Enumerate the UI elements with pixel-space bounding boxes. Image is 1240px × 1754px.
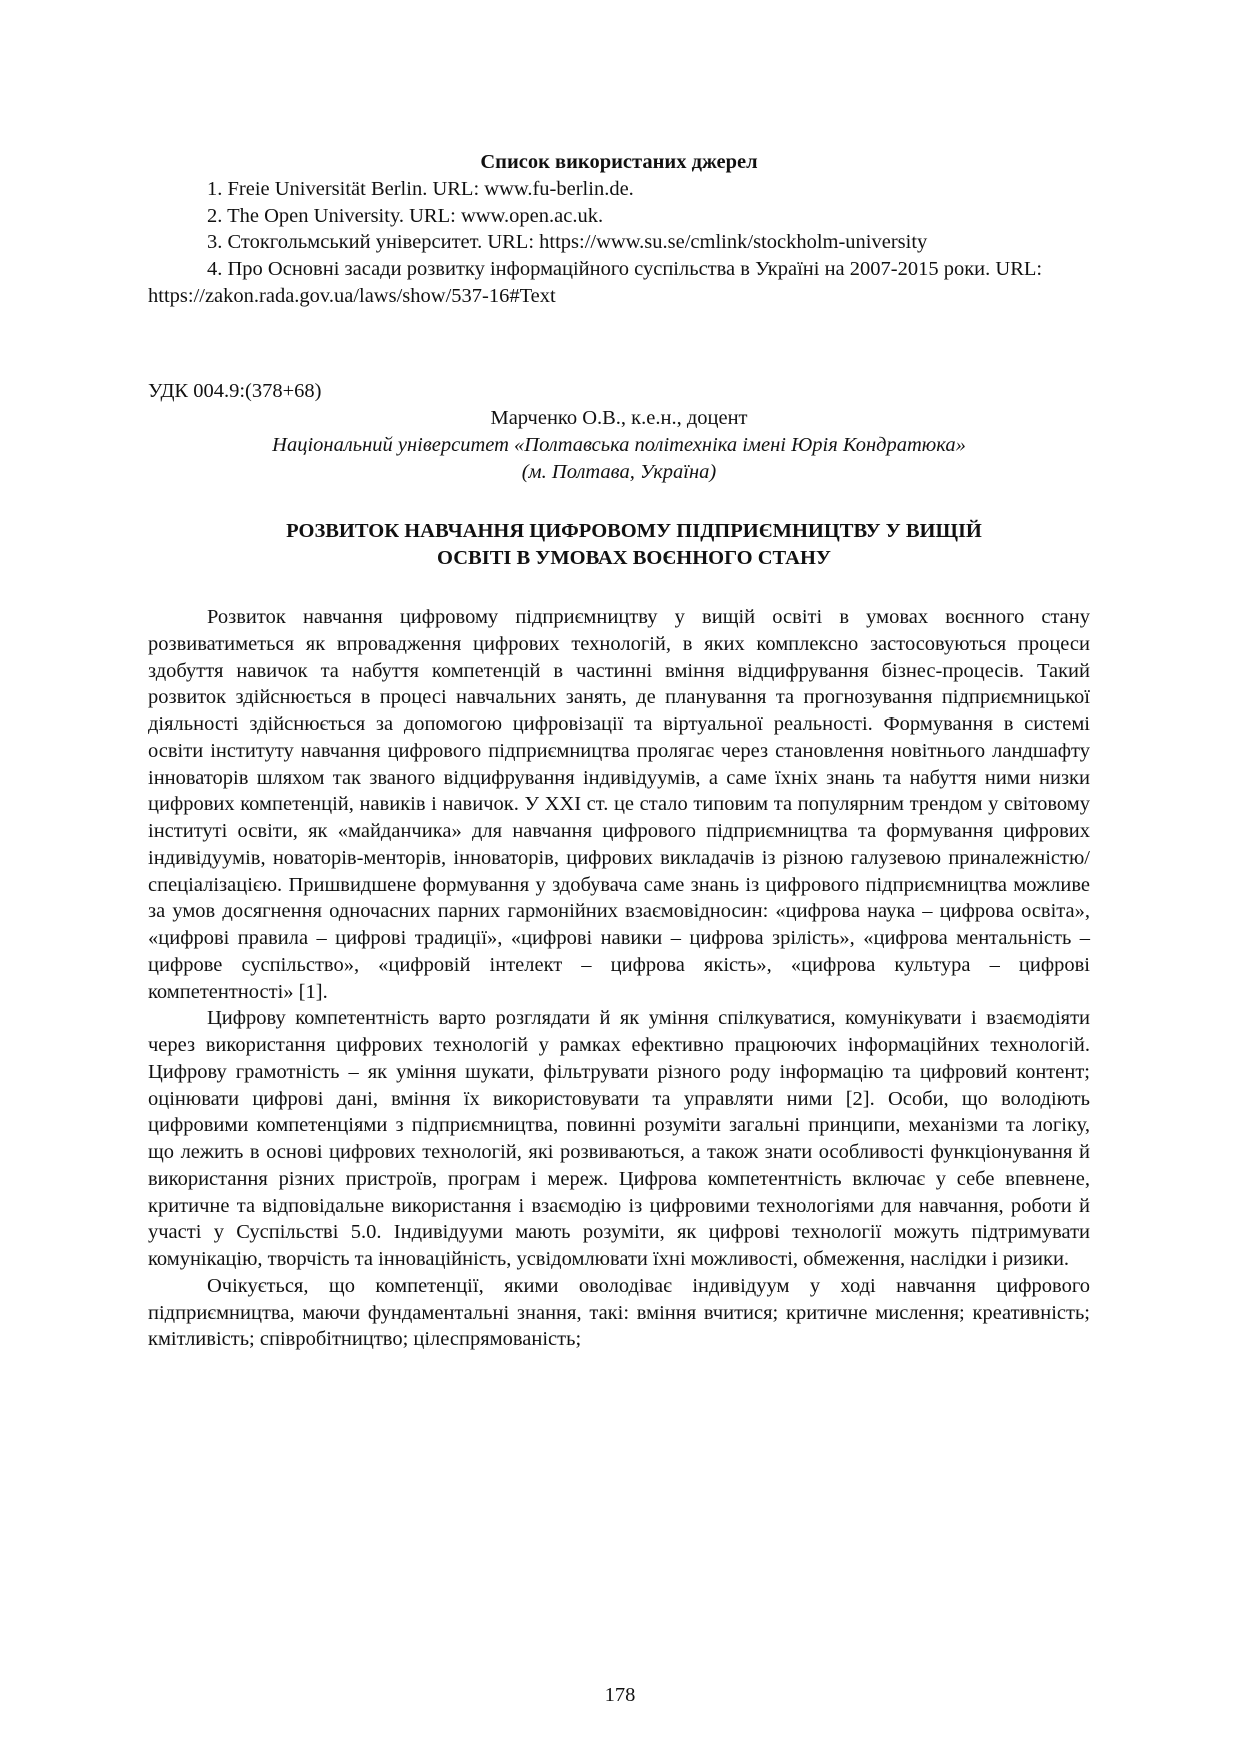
udk-code: УДК 004.9:(378+68) — [148, 380, 322, 402]
reference-item: 4. Про Основні засади розвитку інформаційного суспільства в Україні на 2007-2015 роки. URL: https://zakon.rada.gov.ua/laws/show/537-16#Text — [148, 258, 1043, 307]
article-body — [148, 604, 1090, 1353]
references-heading: Список використаних джерел — [480, 151, 758, 173]
page-number: 178 — [604, 1684, 636, 1706]
reference-item: 1. Freie Universität Berlin. URL: www.fu-berlin.de. — [207, 178, 634, 200]
article-title-line-2: ОСВІТІ В УМОВАХ ВОЄННОГО СТАНУ — [437, 546, 831, 569]
references-list — [148, 176, 1090, 310]
article-title-line-1: РОЗВИТОК НАВЧАННЯ ЦИФРОВОМУ ПІДПРИЄМНИЦТВУ У ВИЩІЙ — [286, 520, 982, 542]
reference-item: 3. Стокгольмський університет. URL: https://www.su.se/cmlink/stockholm-university — [207, 231, 928, 254]
author-line: Марченко О.В., к.е.н., доцент — [490, 407, 748, 429]
affiliation-university: Національний університет «Полтавська політехніка імені Юрія Кондратюка» — [272, 434, 966, 456]
affiliation-location: (м. Полтава, Україна) — [521, 460, 717, 483]
affiliation — [148, 432, 1090, 485]
article-title — [148, 518, 1090, 571]
reference-item: 2. The Open University. URL: www.open.ac.uk. — [207, 204, 604, 227]
body-paragraph: Очікується, що компетенції, якими оволодіває індивідуум у ході навчання цифрового підприємництва, маючи фундаментальні знання, такі: вміння вчитися; критичне мислення; креативність; кмітливість; співробітництво; цілеспрямованість; — [148, 1274, 1090, 1351]
body-paragraph: Цифрову компетентність варто розглядати й як уміння спілкуватися, комунікувати і взаємодіяти через використання цифрових технологій у рамках ефективно працюючих інформаційних технологій. Цифрову грамотність – як уміння шукати, фільтрувати різного роду інформацію та цифровий контент; оцінювати цифрові дані, вміння їх використовувати та управляти ними [2]. Особи, що володіють цифровими компетенціями з підприємництва, повинні розуміти загальні принципи, механізми та логіку, що лежить в основі цифрових технологій, які розвиваються, а також знати особливості функціонування й використання різних пристроїв, програм і мереж. Цифрова компетентність включає у себе впевнене, критичне та відповідальне використання і взаємодію із цифровими технологіями для навчання, роботи й участі у Суспільстві 5.0. Індивідууми мають розуміти, як цифрові технології можуть підтримувати комунікацію, творчість та інноваційність, усвідомлювати їхні можливості, обмеження, наслідки і ризики. — [148, 1007, 1090, 1270]
body-paragraph: Розвиток навчання цифровому підприємництву у вищій освіті в умовах воєнного стану розвиватиметься як впровадження цифрових технологій, в яких комплексно застосовуються процеси здобуття навичок та набуття компетенцій в частинні вміння відцифрування бізнес-процесів. Такий розвиток здійснюється в процесі навчальних занять, де планування та прогнозування підприємницької діяльності здійснюється за допомогою цифровізації та віртуальної реальності. Формування в системі освіти інституту навчання цифрового підприємництва пролягає через становлення новітнього ландшафту інноваторів шляхом так званого відцифрування індивідуумів, а саме їхніх знань та набуття ними низки цифрових компетенцій, навиків і навичок. У XXI ст. це стало типовим та популярним трендом у світовому інституті освіти, як «майданчика» для навчання цифрового підприємництва та формування цифрових індивідуумів, новаторів-менторів, інноваторів, цифрових викладачів із різною галузевою приналежністю/спеціалізацією. Пришвидшене формування у здобувача саме знань із цифрового підприємництва можливе за умов досягнення одночасних парних гармонійних взаємовідносин: «цифрова наука – цифрова освіта», «цифрові правила – цифрові традиції», «цифрові навики – цифрова зрілість», «цифрова ментальність – цифрове суспільство», «цифровій інтелект – цифрова якість», «цифрова культура – цифрові компетентності» [1]. — [148, 606, 1090, 1003]
